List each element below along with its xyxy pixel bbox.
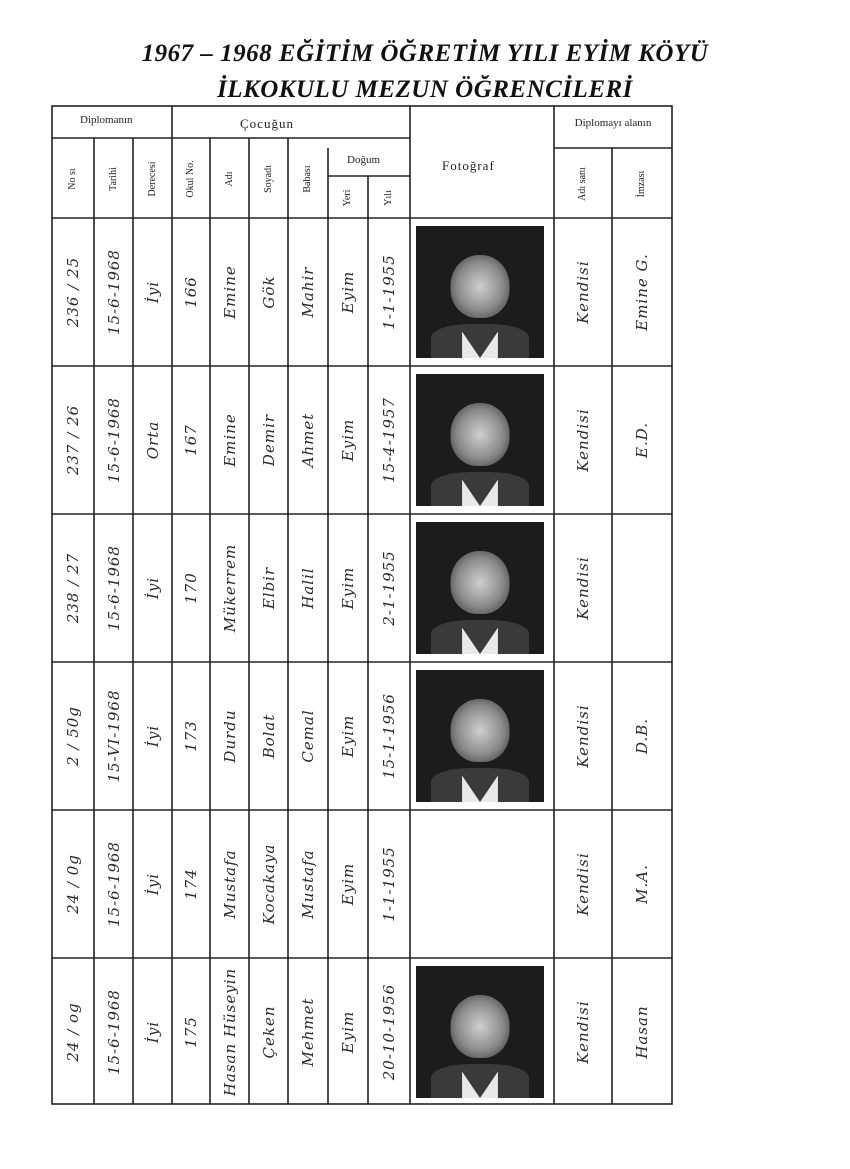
cell-tarih: 15-6-1968 [104,841,123,927]
column-header-soyadi: Soyadı [262,165,274,193]
page-title-line1: 1967 – 1968 EĞİTİM ÖĞRETİM YILI EYİM KÖYÜ [141,40,709,67]
cell-soyadi: Çeken [259,1005,278,1059]
cell-yili: 1-1-1955 [380,254,398,330]
cell-imza: D.B. [633,717,651,755]
column-header-adi: Adı [223,171,235,187]
cell-okul-no: 174 [182,868,200,900]
cell-babasi: Halil [299,567,317,609]
cell-imza: Emine G. [633,253,651,331]
cell-alan: Kendisi [574,556,592,620]
cell-yeri: Eyim [339,270,357,314]
cell-okul-no: 175 [182,1016,200,1048]
cell-derece: İyi [143,280,162,304]
cell-adi: Emine [220,265,239,319]
cell-okul-no: 167 [182,424,200,456]
cell-no: 238 / 27 [64,552,82,624]
cell-alan: Kendisi [574,260,592,324]
cell-soyadi: Bolat [259,713,278,759]
student-photo [416,966,544,1098]
header-recipient-group: Diplomayı alanın [574,117,652,129]
cell-yili: 1-1-1955 [380,846,398,922]
cell-yili: 20-10-1956 [380,983,398,1081]
cell-yili: 15-1-1956 [380,693,398,779]
cell-soyadi: Elbir [259,566,278,610]
column-header-yili: Yılı [383,190,394,206]
page-title-line2: İLKOKULU MEZUN ÖĞRENCİLERİ [217,76,633,103]
cell-babasi: Mahir [299,266,317,318]
cell-tarih: 15-6-1968 [104,545,123,631]
column-header-no: No sı [67,168,78,190]
cell-yeri: Eyim [339,566,357,610]
student-photo [416,522,544,654]
cell-okul-no: 173 [182,720,200,752]
cell-yeri: Eyim [339,714,357,758]
cell-imza [632,520,652,656]
cell-babasi: Mehmet [299,997,317,1067]
cell-babasi: Mustafa [299,849,317,919]
cell-tarih: 15-6-1968 [104,989,123,1075]
header-child-group: Çocuğun [240,116,294,131]
cell-no: 24 / 0g [64,854,82,914]
cell-yeri: Eyim [339,1010,357,1054]
cell-soyadi: Gök [259,275,278,309]
cell-imza: E.D. [633,422,651,458]
cell-babasi: Cemal [299,709,317,763]
cell-no: 2 / 50g [64,706,82,766]
cell-babasi: Ahmet [299,412,317,468]
student-photo [416,818,544,950]
cell-alan: Kendisi [574,1000,592,1064]
cell-no: 24 / og [64,1002,82,1062]
cell-soyadi: Kocakaya [259,843,278,925]
cell-adi: Mükerrem [220,543,239,633]
cell-yeri: Eyim [339,862,357,906]
header-birth-group: Doğum [347,154,380,166]
cell-okul-no: 170 [182,572,200,604]
column-header-derece: Derecesi [146,161,158,197]
cell-adi: Hasan Hüseyin [220,967,239,1097]
student-photo [416,226,544,358]
cell-no: 237 / 26 [64,404,82,476]
student-photo [416,670,544,802]
cell-adi: Mustafa [220,849,239,919]
column-header-babasi: Babası [302,165,313,193]
column-header-tarih: Tarihi [107,167,119,191]
cell-adi: Emine [220,413,239,467]
cell-alan: Kendisi [574,704,592,768]
cell-yili: 15-4-1957 [380,397,398,483]
cell-derece: İyi [143,576,162,600]
student-photo [416,374,544,506]
cell-derece: İyi [143,724,162,748]
cell-adi: Durdu [220,709,239,763]
column-header-alan: Adı sanı [577,167,588,201]
cell-derece: İyi [143,872,162,896]
cell-imza: Hasan [633,1005,651,1059]
cell-yili: 2-1-1955 [380,550,398,626]
cell-no: 236 / 25 [64,256,82,328]
cell-imza: M.A. [633,864,651,904]
cell-alan: Kendisi [574,408,592,472]
cell-tarih: 15-VI-1968 [104,689,123,783]
header-diploma-group: Diplomanın [80,114,133,126]
column-header-imza: İmzası [636,170,647,198]
header-photo: Fotoğraf [442,158,495,173]
cell-soyadi: Demir [259,413,278,467]
cell-okul-no: 166 [182,276,200,308]
column-header-okul-no: Okul No. [185,160,196,198]
cell-tarih: 15-6-1968 [104,397,123,483]
cell-derece: İyi [143,1020,162,1044]
cell-tarih: 15-6-1968 [104,249,123,335]
cell-yeri: Eyim [339,418,357,462]
cell-alan: Kendisi [574,852,592,916]
column-header-yeri: Yeri [342,189,353,207]
cell-derece: Orta [143,420,162,460]
